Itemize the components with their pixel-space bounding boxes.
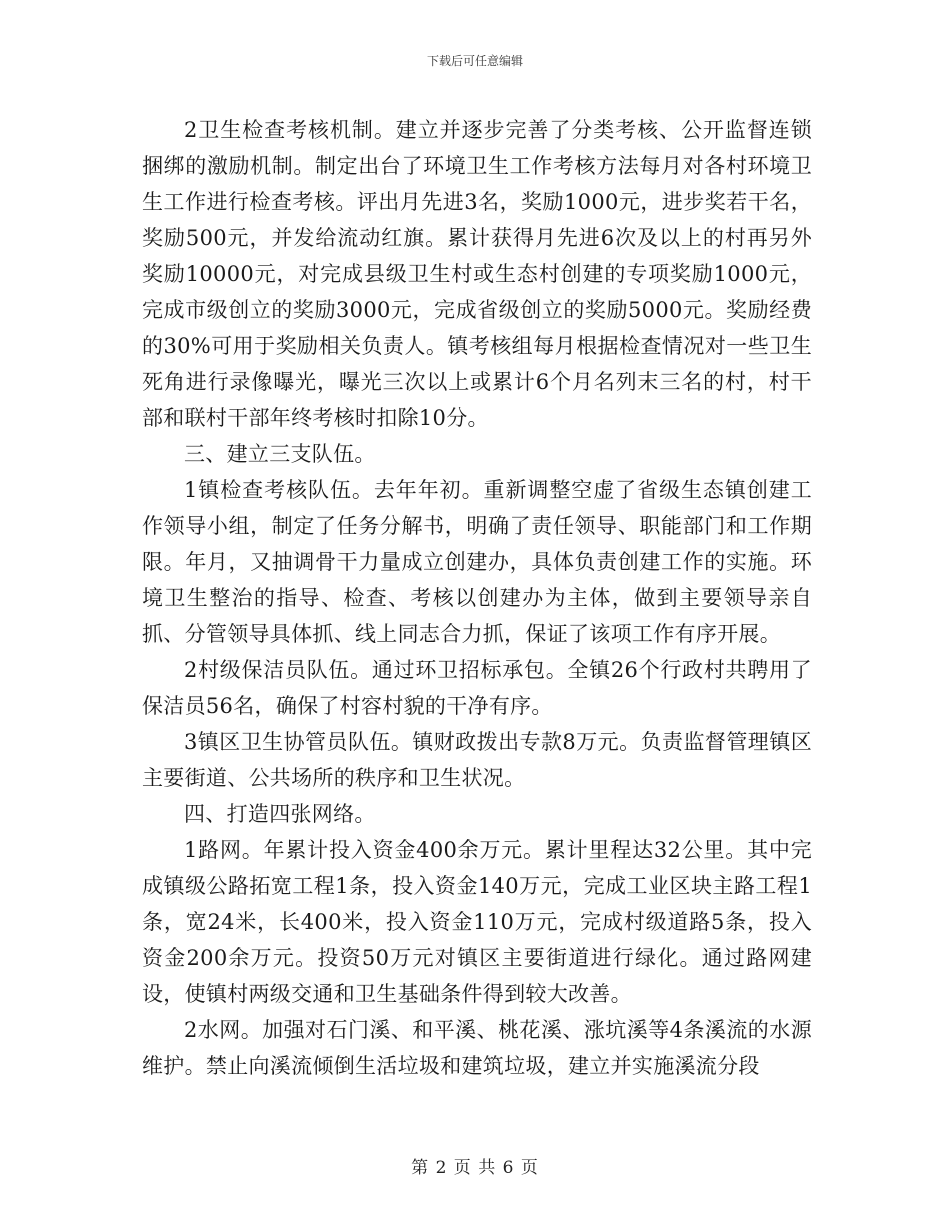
document-body (142, 112, 812, 1084)
paragraph-water-network: 2水网。加强对石门溪、和平溪、桃花溪、涨坑溪等4条溪流的水源维护。禁止向溪流倾倒生活垃圾和建筑垃圾，建立并实施溪流分段 (142, 1018, 812, 1078)
section-heading-four-networks: 四、打造四张网络。 (184, 802, 376, 826)
paragraph-road-network: 1路网。年累计投入资金400余万元。累计里程达32公里。其中完成镇级公路拓宽工程1条，投入资金140万元，完成工业区块主路工程1条，宽24米，长400米，投入资金110万元，完成村级道路5条，投入资金200余万元。投资50万元对镇区主要街道进行绿化。通过路网建设，使镇村两级交通和卫生基础条件得到较大改善。 (142, 838, 812, 1006)
paragraph-assessment-mechanism: 2卫生检查考核机制。建立并逐步完善了分类考核、公开监督连锁捆绑的激励机制。制定出台了环境卫生工作考核方法每月对各村环境卫生工作进行检查考核。评出月先进3名，奖励1000元，进步奖若干名，奖励500元，并发给流动红旗。累计获得月先进6次及以上的村再另外奖励10000元，对完成县级卫生村或生态村创建的专项奖励1000元，完成市级创立的奖励3000元，完成省级创立的奖励5000元。奖励经费的30%可用于奖励相关负责人。镇考核组每月根据检查情况对一些卫生死角进行录像曝光，曝光三次以上或累计6个月名列末三名的村，村干部和联村干部年终考核时扣除10分。 (142, 118, 812, 430)
paragraph-town-sanitation-assistants: 3镇区卫生协管员队伍。镇财政拨出专款8万元。负责监督管理镇区主要街道、公共场所的秩序和卫生状况。 (142, 730, 812, 790)
section-heading-three-teams: 三、建立三支队伍。 (184, 442, 376, 466)
page-header-note: 下载后可任意编辑 (426, 54, 523, 68)
page-number: 第 2 页 共 6 页 (411, 1158, 539, 1178)
paragraph-town-inspection-team: 1镇检查考核队伍。去年年初。重新调整空虚了省级生态镇创建工作领导小组，制定了任务分解书，明确了责任领导、职能部门和工作期限。年月，又抽调骨干力量成立创建办，具体负责创建工作的实施。环境卫生整治的指导、检查、考核以创建办为主体，做到主要领导亲自抓、分管领导具体抓、线上同志合力抓，保证了该项工作有序开展。 (142, 478, 812, 646)
paragraph-village-cleaners: 2村级保洁员队伍。通过环卫招标承包。全镇26个行政村共聘用了保洁员56名，确保了村容村貌的干净有序。 (142, 658, 812, 718)
